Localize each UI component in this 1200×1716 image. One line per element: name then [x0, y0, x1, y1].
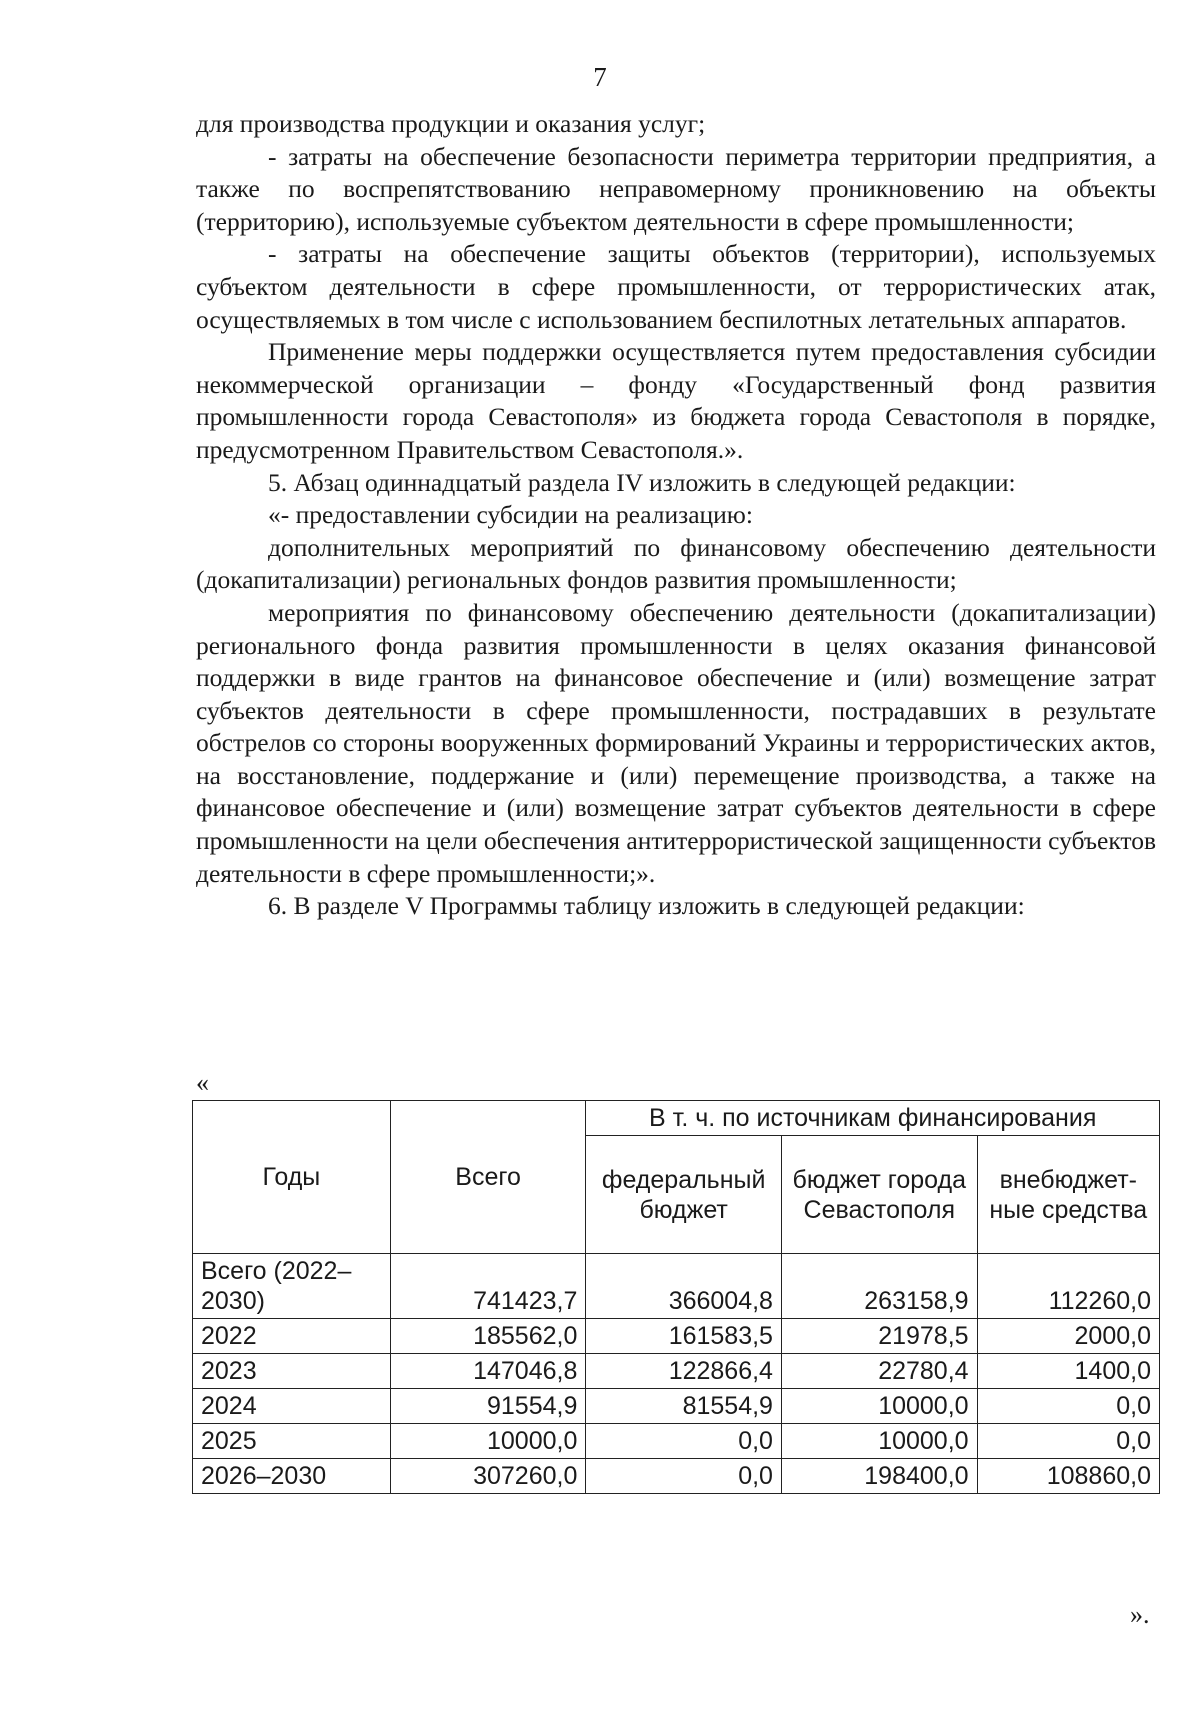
cell-year: 2024	[193, 1389, 391, 1424]
body-text	[196, 108, 1156, 923]
cell-total: 307260,0	[390, 1459, 586, 1494]
header-city: бюджет города Севастополя	[781, 1136, 977, 1254]
header-total: Всего	[390, 1101, 586, 1254]
header-federal: федеральный бюджет	[586, 1136, 782, 1254]
paragraph: 5. Абзац одиннадцатый раздела IV изложить в следующей редакции:	[268, 467, 1016, 497]
cell-federal: 81554,9	[586, 1389, 782, 1424]
paragraph: 6. В разделе V Программы таблицу изложить в следующей редакции:	[268, 891, 1025, 921]
paragraph: - затраты на обеспечение защиты объектов (территории), используемых субъектом деятельности в сфере промышленности, от террористических атак, осуществляемых в том числе с использованием беспилотных летательных аппаратов.	[196, 239, 1156, 334]
cell-extra: 2000,0	[977, 1319, 1159, 1354]
cell-city: 10000,0	[781, 1389, 977, 1424]
financing-table	[192, 1100, 1160, 1494]
cell-federal: 366004,8	[586, 1254, 782, 1319]
page-number: 7	[593, 62, 607, 92]
cell-federal: 122866,4	[586, 1354, 782, 1389]
cell-extra: 0,0	[977, 1424, 1159, 1459]
paragraph: - затраты на обеспечение безопасности периметра территории предприятия, а также по воспрепятствованию неправомерному проникновению на объекты (территорию), используемые субъектом деятельности в сфере промышленности;	[196, 141, 1156, 236]
header-extra: внебюджет-ные средства	[977, 1136, 1159, 1254]
cell-federal: 0,0	[586, 1424, 782, 1459]
cell-extra: 1400,0	[977, 1354, 1159, 1389]
cell-extra: 108860,0	[977, 1459, 1159, 1494]
cell-federal: 161583,5	[586, 1319, 782, 1354]
cell-year: 2022	[193, 1319, 391, 1354]
cell-city: 22780,4	[781, 1354, 977, 1389]
cell-total: 91554,9	[390, 1389, 586, 1424]
cell-city: 263158,9	[781, 1254, 977, 1319]
cell-total: 10000,0	[390, 1424, 586, 1459]
cell-city: 21978,5	[781, 1319, 977, 1354]
table-row	[193, 1389, 1160, 1424]
paragraph: для производства продукции и оказания услуг;	[196, 109, 706, 138]
cell-total: 147046,8	[390, 1354, 586, 1389]
cell-extra: 0,0	[977, 1389, 1159, 1424]
paragraph: дополнительных мероприятий по финансовому обеспечению деятельности (докапитализации) региональных фондов развития промышленности;	[196, 532, 1156, 595]
quote-open-mark: «	[196, 1068, 209, 1097]
cell-year: 2026–2030	[193, 1459, 391, 1494]
table-row	[193, 1319, 1160, 1354]
table-row	[193, 1354, 1160, 1389]
cell-year: 2025	[193, 1424, 391, 1459]
table-row	[193, 1459, 1160, 1494]
table-row	[193, 1424, 1160, 1459]
cell-year: Всего (2022–2030)	[193, 1254, 391, 1319]
cell-city: 10000,0	[781, 1424, 977, 1459]
header-years: Годы	[193, 1101, 391, 1254]
header-sources-group: В т. ч. по источникам финансирования	[586, 1101, 1160, 1136]
cell-city: 198400,0	[781, 1459, 977, 1494]
cell-total: 185562,0	[390, 1319, 586, 1354]
cell-total: 741423,7	[390, 1254, 586, 1319]
quote-close-mark: ».	[1130, 1600, 1150, 1629]
paragraph: мероприятия по финансовому обеспечению деятельности (докапитализации) регионального фонда развития промышленности в целях оказания финансовой поддержки в виде грантов на финансовое обеспечение и (или) возмещение затрат субъектов деятельности в сфере промышленности, пострадавших в результате обстрелов со стороны вооруженных формирований Украины и террористических актов, на восстановление, поддержание и (или) перемещение производства, а также на финансовое обеспечение и (или) возмещение затрат субъектов деятельности в сфере промышленности на цели обеспечения антитеррористической защищенности субъектов деятельности в сфере промышленности;».	[196, 597, 1156, 888]
paragraph: «- предоставлении субсидии на реализацию:	[268, 500, 753, 530]
paragraph: Применение меры поддержки осуществляется путем предоставления субсидии некоммерческой организации – фонду «Государственный фонд развития промышленности города Севастополя» из бюджета города Севастополя в порядке, предусмотренном Правительством Севастополя.».	[196, 337, 1156, 464]
cell-federal: 0,0	[586, 1459, 782, 1494]
cell-year: 2023	[193, 1354, 391, 1389]
table-row	[193, 1254, 1160, 1319]
cell-extra: 112260,0	[977, 1254, 1159, 1319]
